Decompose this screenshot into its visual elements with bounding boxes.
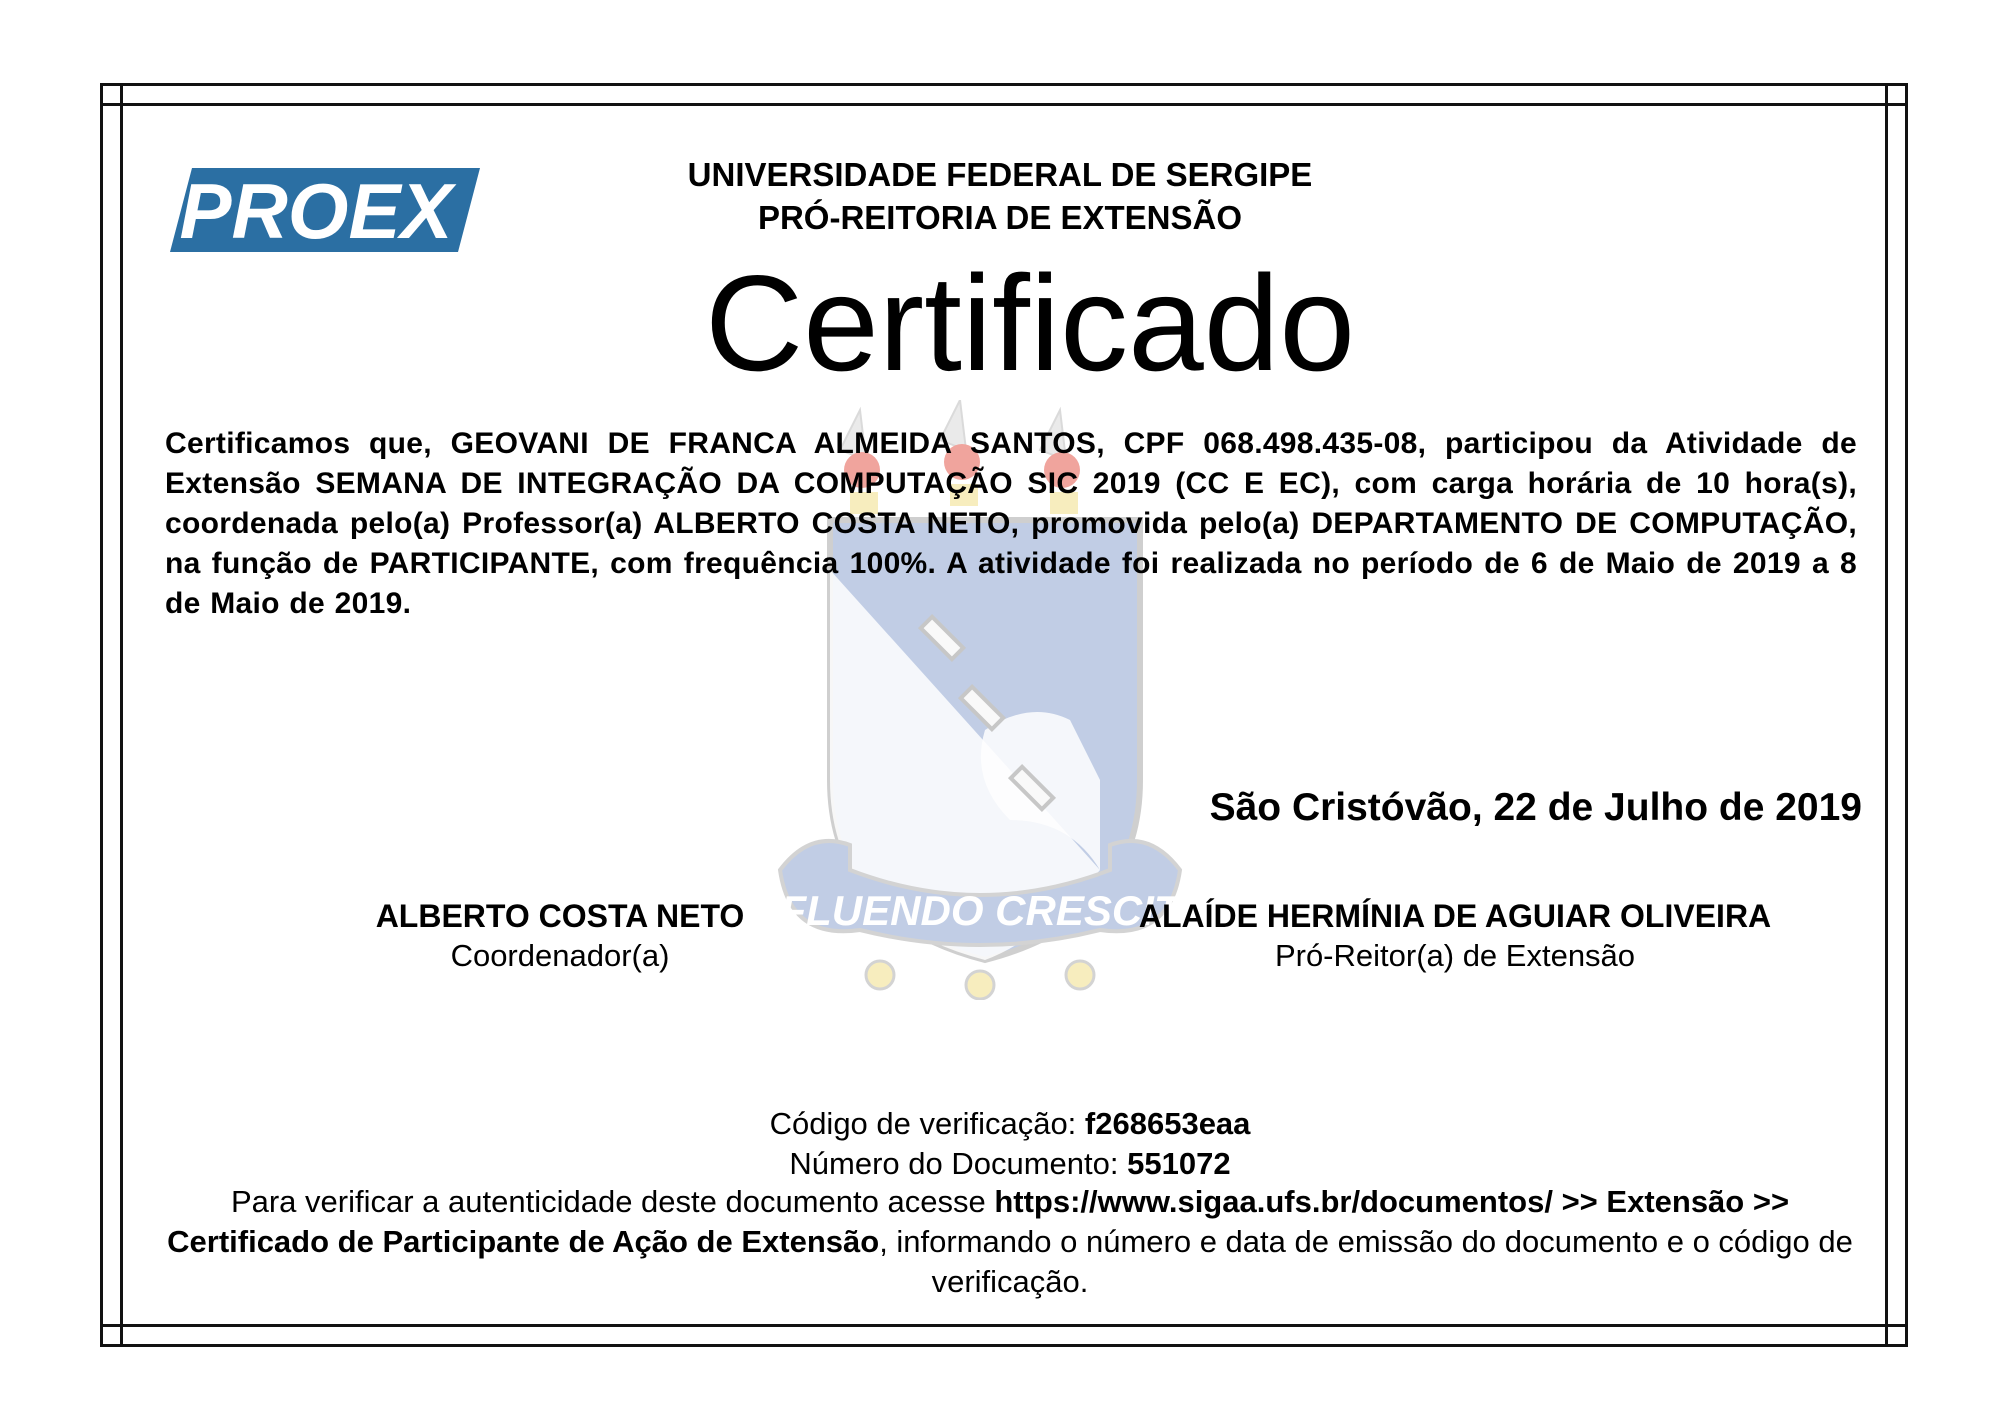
body-text-fragment: , participou da Atividade de Extensão bbox=[165, 427, 1858, 500]
signature-pro-rector bbox=[1090, 896, 1820, 976]
logo-text: PROEX bbox=[179, 168, 453, 252]
body-text-fragment: , bbox=[1096, 427, 1105, 460]
signature-coordinator bbox=[340, 896, 780, 976]
cpf-value: 068.498.435-08 bbox=[1203, 427, 1418, 460]
activity-name: SEMANA DE INTEGRAÇÃO DA COMPUTAÇÃO SIC 2019 (CC E EC) bbox=[315, 467, 1332, 500]
verification-code-line bbox=[150, 1104, 1870, 1144]
hours: 10 hora(s) bbox=[1696, 467, 1849, 500]
body-text-fragment: , coordenada pelo(a) Professor(a) bbox=[165, 467, 1858, 540]
body-text-fragment: . bbox=[402, 587, 412, 620]
watermark-motto: FLUENDO CRESCIT bbox=[780, 887, 1180, 934]
frequency: 100% bbox=[849, 547, 928, 580]
signer-name: ALAÍDE HERMÍNIA DE AGUIAR OLIVEIRA bbox=[1138, 898, 1772, 934]
border-corner bbox=[1885, 83, 1908, 106]
body-text-fragment: , com carga horária de bbox=[1331, 467, 1682, 500]
signer-role: Coordenador(a) bbox=[450, 938, 670, 973]
coordinator-name: ALBERTO COSTA NETO bbox=[653, 507, 1011, 540]
place-and-date: São Cristóvão, 22 de Julho de 2019 bbox=[1209, 786, 1862, 829]
body-text-fragment: , na função de bbox=[165, 507, 1857, 580]
proex-logo-icon bbox=[170, 168, 480, 252]
instructions-text: Para verificar a autenticidade deste documento acesse bbox=[230, 1184, 986, 1219]
cpf-label: CPF bbox=[1123, 427, 1185, 460]
body-text-fragment: . A atividade foi realizada no período de bbox=[927, 547, 1520, 580]
participant-name: GEOVANI DE FRANCA ALMEIDA SANTOS bbox=[450, 427, 1097, 460]
promoter-name: DEPARTAMENTO DE COMPUTAÇÃO bbox=[1311, 507, 1849, 540]
verification-code: f268653eaa bbox=[1084, 1106, 1251, 1141]
body-text-fragment: Certificamos que, bbox=[165, 427, 432, 460]
body-text-fragment: , com frequência bbox=[590, 547, 839, 580]
body-text-fragment: , promovida pelo(a) bbox=[1010, 507, 1300, 540]
department-name: PRÓ-REITORIA DE EXTENSÃO bbox=[757, 199, 1243, 236]
participant-role: PARTICIPANTE bbox=[369, 547, 591, 580]
university-name: UNIVERSIDADE FEDERAL DE SERGIPE bbox=[687, 156, 1313, 193]
verification-url: https://www.sigaa.ufs.br/documentos/ >> Extensão >> Certificado de Participante de Ação de Extensão bbox=[167, 1184, 1790, 1259]
signer-role: Pró-Reitor(a) de Extensão bbox=[1274, 938, 1636, 973]
document-number-line bbox=[150, 1144, 1870, 1184]
certificate-title: Certificado bbox=[704, 247, 1356, 399]
verification-code-label: Código de verificação: bbox=[769, 1106, 1077, 1141]
border-corner bbox=[100, 83, 123, 106]
activity-period: 6 de Maio de 2019 a 8 de Maio de 2019 bbox=[165, 547, 1857, 620]
certificate-body bbox=[165, 424, 1857, 624]
border-corner bbox=[1885, 1324, 1908, 1347]
document-number-label: Número do Documento: bbox=[789, 1146, 1119, 1181]
border-corner bbox=[100, 1324, 123, 1347]
document-number: 551072 bbox=[1127, 1146, 1231, 1181]
verification-instructions bbox=[150, 1182, 1870, 1302]
signer-name: ALBERTO COSTA NETO bbox=[375, 898, 745, 934]
instructions-text: , informando o número e data de emissão do documento e o código de verificação. bbox=[879, 1224, 1853, 1299]
